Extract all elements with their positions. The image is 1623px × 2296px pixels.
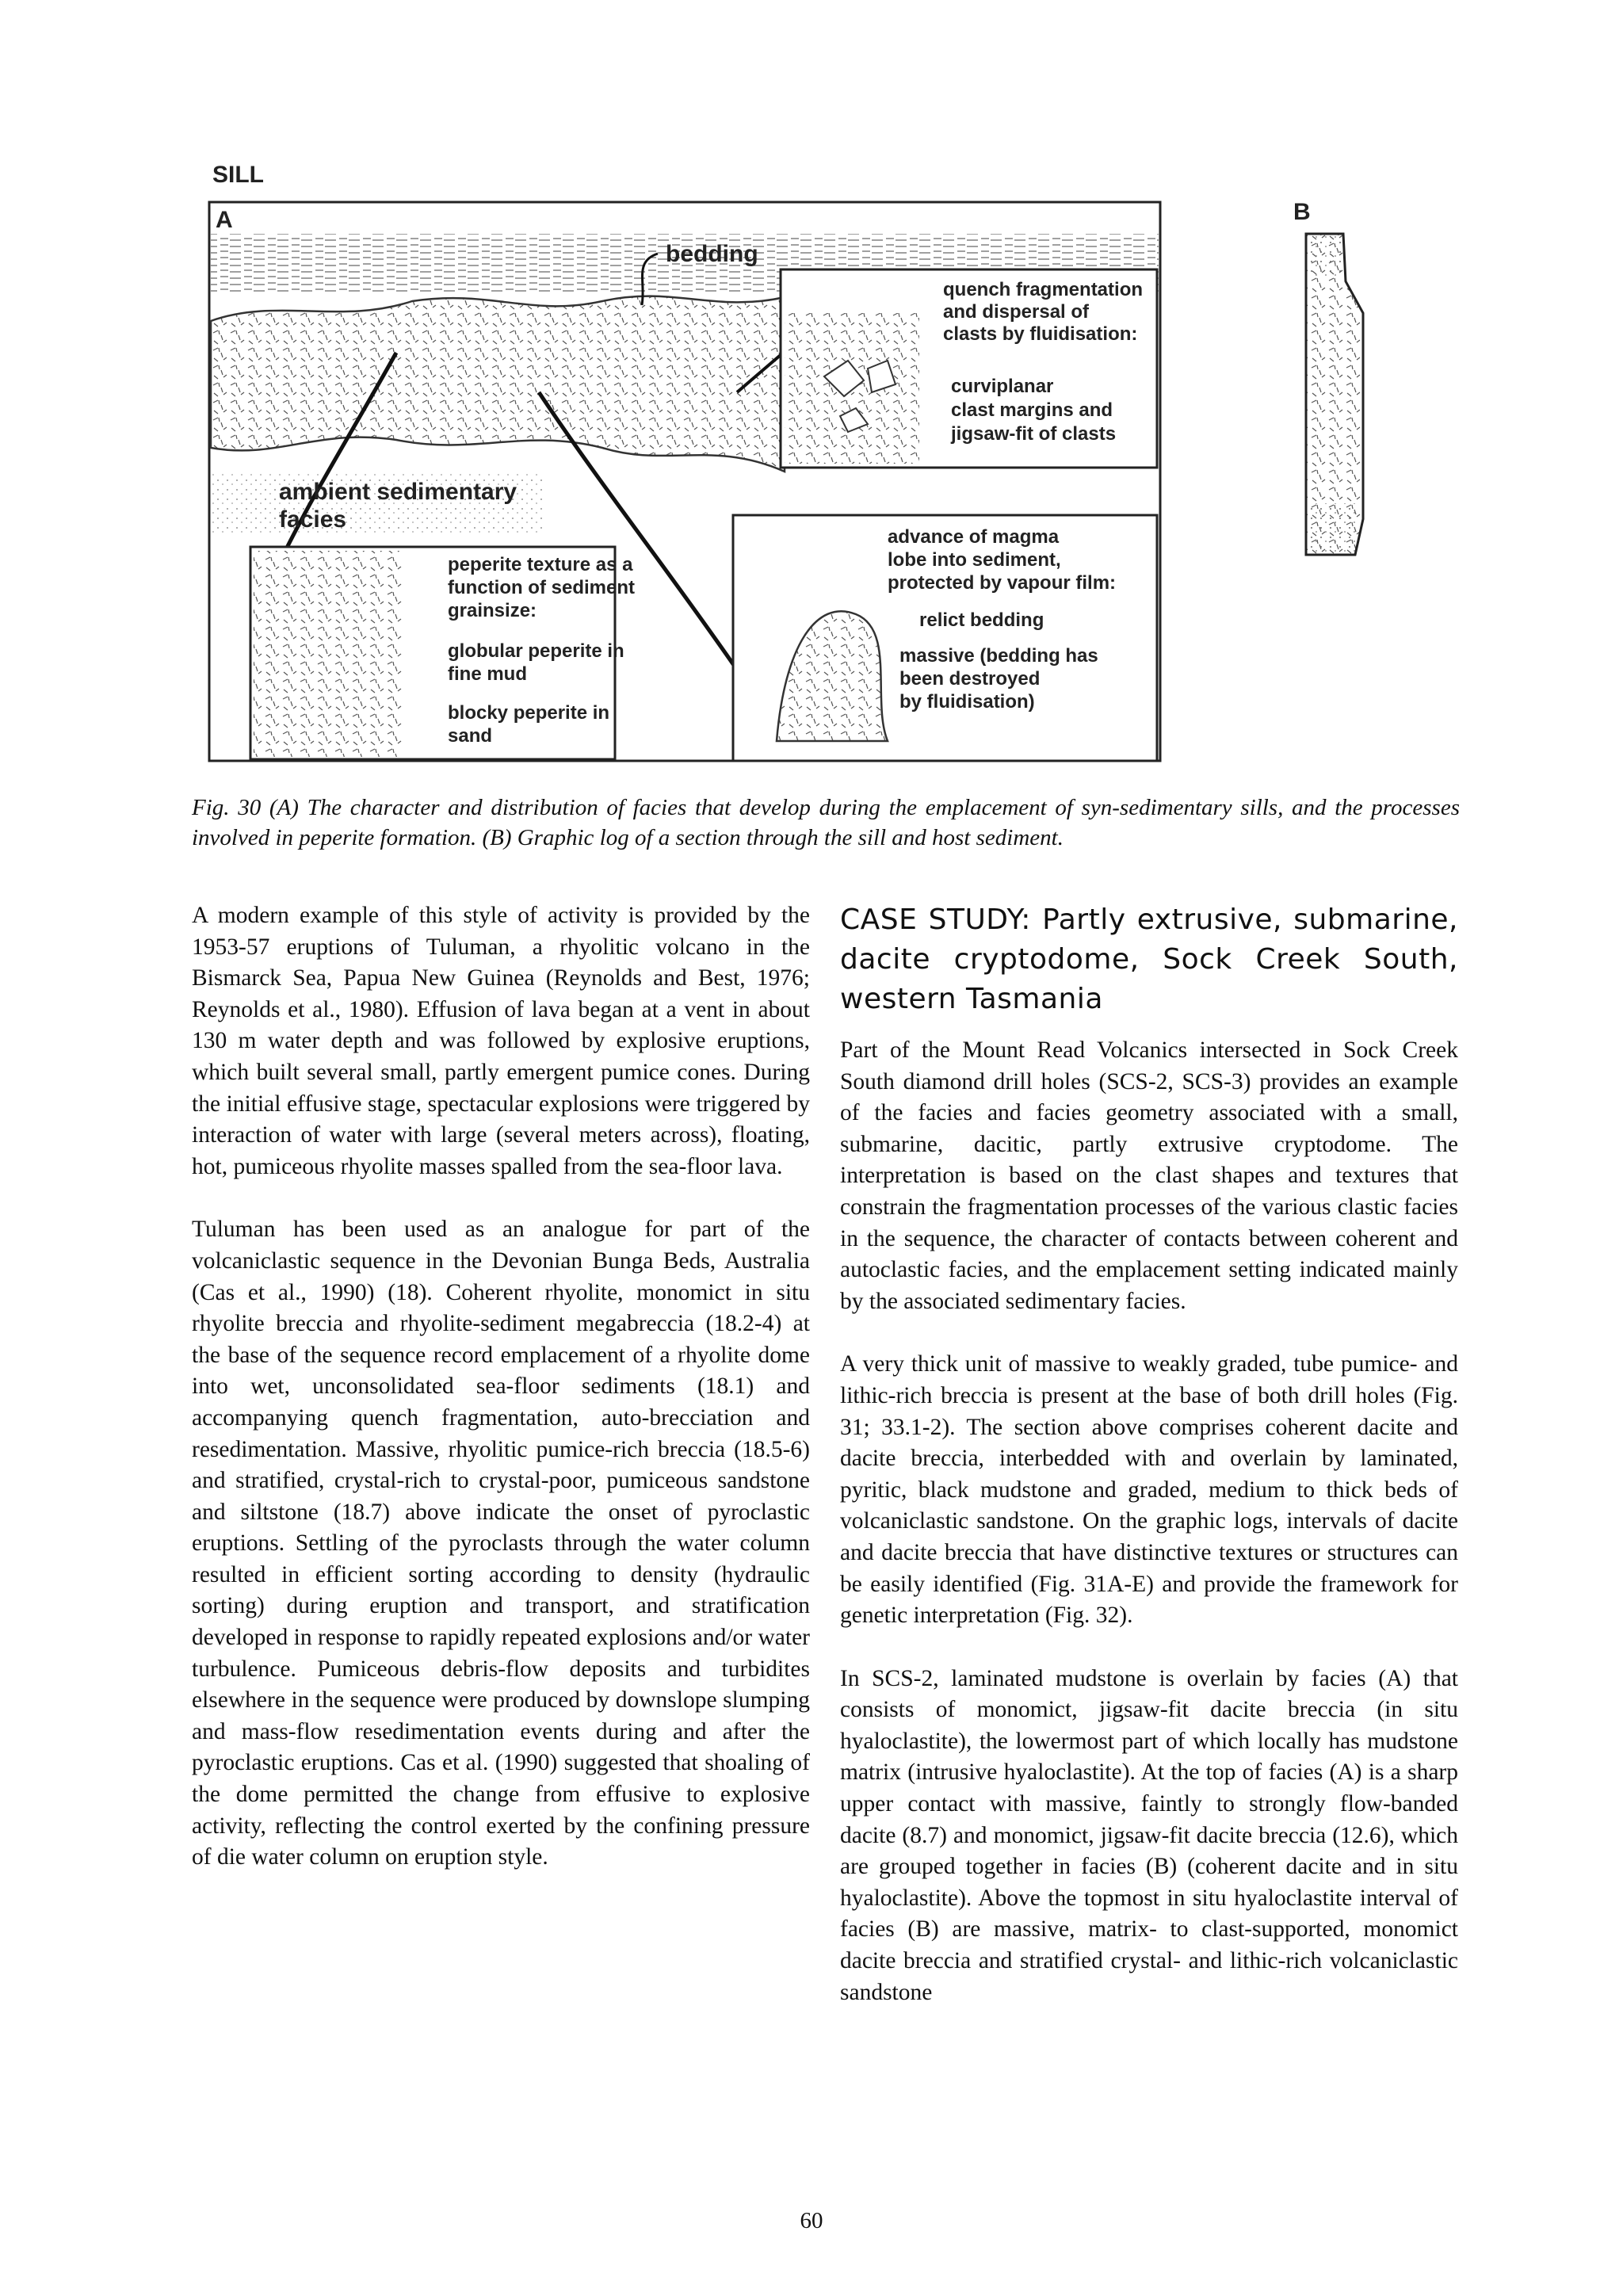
- paragraph: A very thick unit of massive to weakly graded, tube pumice- and lithic-rich breccia is present at the base of both drill holes (Fig. 31; 33.1-2). The section above comprises coherent dacite and dacite breccia, interbedded with and overlain by laminated, pyritic, black mudstone and graded, medium to thick beds of volcaniclastic sandstone. On the graphic logs, intervals of dacite and dacite breccia that have distinctive textures or structures can be easily identified (Fig. 31A-E) and provide the framework for genetic interpretation (Fig. 32).: [840, 1351, 1458, 1629]
- graphic-log-base-sediment: [1308, 503, 1355, 553]
- label-globular: globular peperite in fine mud: [448, 640, 624, 685]
- label-bedding: bedding: [666, 241, 758, 267]
- left-column: [192, 900, 810, 1905]
- label-massive: massive (bedding has been destroyed by fluidisation): [899, 645, 1098, 712]
- paragraph: In SCS-2, laminated mudstone is overlain by facies (A) that consists of monomict, jigsaw-fit dacite breccia (in situ hyaloclastite), the lowermost part of which locally has mudstone matrix (intrusive hyaloclastite). At the top of facies (A) is a sharp upper contact with massive, faintly to strongly flow-banded dacite (8.7) and monomict, jigsaw-fit dacite breccia (12.6), which are grouped together in facies (B) (coherent dacite and in situ hyaloclastite). Above the topmost in situ hyaloclastite interval of facies (B) are massive, matrix- to clast-supported, monomict dacite breccia and stratified crystal- and lithic-rich volcaniclastic sandstone: [840, 1665, 1458, 2005]
- inset-peperite-texture: [254, 551, 404, 757]
- label-relict: relict bedding: [919, 609, 1044, 631]
- panel-a-label: A: [216, 207, 233, 233]
- figure-30: [158, 155, 1506, 789]
- label-peperite: peperite texture as a function of sediment grainsize:: [448, 554, 635, 621]
- label-advance: advance of magma lobe into sediment, protected by vapour film:: [888, 526, 1117, 594]
- label-curviplanar: curviplanar clast margins and jigsaw-fit of clasts: [951, 376, 1117, 445]
- label-blocky: blocky peperite in sand: [448, 702, 610, 747]
- paragraph: Part of the Mount Read Volcanics intersected in Sock Creek South diamond drill holes (SCS-2, SCS-3) provides an example of the facies and facies geometry associated with a small, submarine, dacitic, partly extrusive cryptodome. The interpretation is based on the clast shapes and textures that constrain the fragmentation processes of the various clastic facies in the sequence, the character of contacts between coherent and autoclastic facies, and the emplacement setting indicated mainly by the associated sedimentary facies.: [840, 1037, 1458, 1314]
- graphic-log-top-sediment: [1308, 234, 1342, 277]
- paragraph: A modern example of this style of activity is provided by the 1953-57 eruptions of Tuluman, a rhyolitic volcano in the Bismarck Sea, Papua New Guinea (Reynolds and Best, 1976; Reynolds et al., 1980). Effusion of lava began at a vent in about 130 m water depth and was followed by explosive eruptions, which built several small, partly emergent pumice cones. During the initial effusive stage, spectacular explosions were triggered by interaction of water with large (several meters across), floating, hot, pumiceous rhyolite masses spalled from the sea-floor lava.: [192, 903, 810, 1179]
- right-column: [840, 900, 1458, 2040]
- page-number: 60: [800, 2208, 823, 2233]
- label-quench: quench fragmentation and dispersal of clasts by fluidisation:: [943, 279, 1144, 345]
- sill-body: [211, 296, 785, 472]
- paragraph: Tuluman has been used as an analogue for part of the volcaniclastic sequence in the Devonian Bunga Beds, Australia (Cas et al., 1990) (18). Coherent rhyolite, monomict in situ rhyolite breccia and rhyolite-sediment megabreccia (18.2-4) at the base of the sequence record emplacement of a rhyolite dome into wet, unconsolidated sea-floor sediments (18.1) and accompanying quench fragmentation, auto-brecciation and resedimentation. Massive, rhyolitic pumice-rich breccia (18.5-6) and stratified, crystal-rich to crystal-poor, pumiceous sandstone and siltstone (18.7) above indicate the onset of pyroclastic eruptions. Settling of the pyroclasts through the water column resulted in efficient sorting according to density (hydraulic sorting) during eruption and transport, and stratification developed in response to rapidly repeated explosions and/or water turbulence. Pumiceous debris-flow deposits and turbidites elsewhere in the sequence were produced by downslope slumping and mass-flow resedimentation events during and after the pyroclastic eruptions. Cas et al. (1990) suggested that shoaling of the dome permitted the change from effusive to explosive activity, reflecting the control exerted by the confining pressure of die water column on eruption style.: [192, 1217, 810, 1870]
- figure-caption: Fig. 30 (A) The character and distribution of facies that develop during the emplacement of syn-sedimentary sills, and the processes involved in peperite formation. (B) Graphic log of a section through the sill and host sediment.: [192, 795, 1460, 850]
- figure-title: SILL: [212, 162, 264, 188]
- case-study-heading: CASE STUDY: Partly extrusive, submarine, dacite cryptodome, Sock Creek South, western Tasmania: [840, 904, 1458, 1015]
- panel-b-label: B: [1293, 199, 1311, 225]
- label-ambient: ambient sedimentary facies: [279, 479, 517, 533]
